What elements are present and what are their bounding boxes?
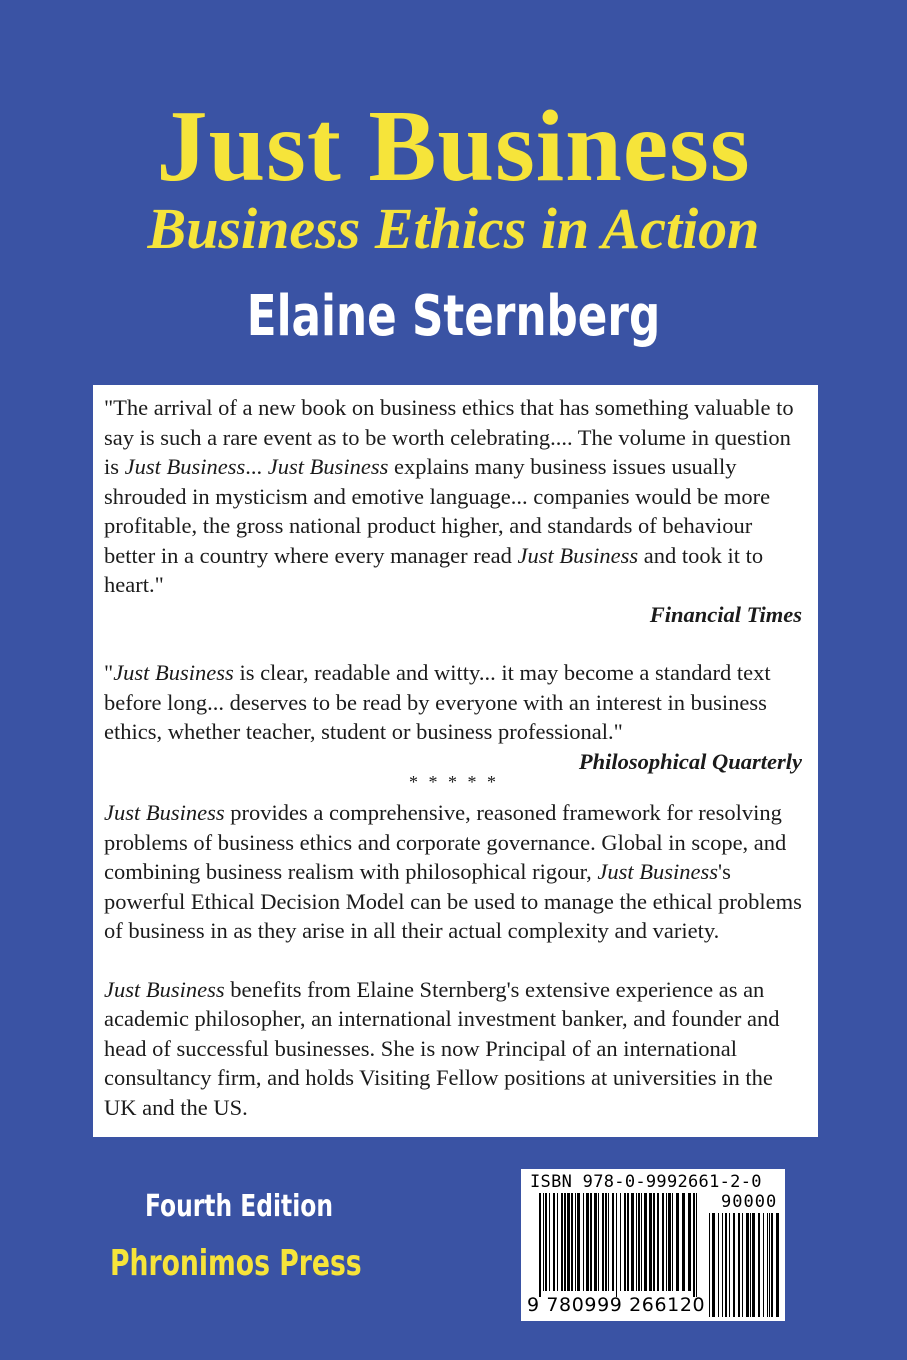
barcode-bar: [627, 1193, 629, 1291]
barcode-bar: [722, 1213, 723, 1317]
barcode-bar: [594, 1193, 597, 1291]
barcode-bar: [738, 1213, 740, 1317]
barcode-bar: [776, 1213, 779, 1317]
barcode-bar: [725, 1213, 727, 1317]
barcode-bar: [641, 1193, 642, 1291]
ean-number: 9 780999 266120: [527, 1294, 706, 1316]
barcode-bar: [752, 1213, 755, 1317]
barcode-bar: [729, 1213, 730, 1317]
barcode-bar: [657, 1193, 659, 1291]
barcode-bar: [583, 1193, 584, 1291]
barcode-bar: [666, 1193, 667, 1291]
barcode-bar: [682, 1193, 685, 1291]
barcode-bar: [742, 1213, 743, 1317]
barcode-bar: [605, 1193, 607, 1291]
barcode-bar: [616, 1193, 617, 1297]
barcode-bar: [758, 1213, 760, 1317]
review-source: Philosophical Quarterly: [578, 748, 802, 774]
isbn-label: ISBN 978-0-9992661-2-0: [530, 1172, 762, 1192]
review-quote: "Just Business is clear, readable and witty... it may become a standard text before long... deserves to be read by everyone with an interest in business ethics, whether teacher, student or business professional.": [104, 660, 771, 744]
barcode-bar: [561, 1193, 563, 1291]
barcode-bar: [696, 1193, 697, 1297]
barcode-bar: [712, 1213, 715, 1317]
barcode-bar: [586, 1193, 589, 1291]
barcode-bar: [771, 1213, 773, 1317]
barcode-bar: [636, 1193, 637, 1291]
barcode-bar: [676, 1193, 679, 1291]
barcode-bar: [590, 1193, 592, 1291]
blurb-panel: [93, 385, 818, 1137]
price-addon: 90000: [721, 1192, 778, 1212]
barcode-bar: [577, 1193, 580, 1291]
barcode-bar: [750, 1213, 751, 1317]
barcode-bar: [571, 1193, 573, 1291]
barcode-bar: [608, 1193, 609, 1291]
barcode-bar: [575, 1193, 576, 1291]
barcode-bar: [624, 1193, 626, 1291]
description-paragraph: Just Business benefits from Elaine Sternberg's extensive experience as an academic philosopher, an international investment banker, and founder and head of successful businesses. She is now Principal of an international consultancy firm, and holds Visiting Fellow positions at universities in the UK and the US.: [104, 976, 780, 1120]
barcode-bar: [543, 1193, 544, 1291]
barcode-bar: [672, 1193, 673, 1291]
barcode-bar: [769, 1213, 770, 1317]
publisher-name: Phronimos Press: [110, 1243, 362, 1284]
separator: * * * * *: [409, 772, 499, 792]
review-quote: "The arrival of a new book on business ethics that has something valuable to say is such a rare event as to be worth celebrating.... The volume in question is Just Business... Just Business explains many business issues usually shrouded in mysticism and emotive language... companies would be more profitable, the gross national product higher, and standards of behaviour better in a country where every manager read Just Business and took it to heart.": [104, 395, 794, 597]
barcode-bar: [746, 1213, 749, 1317]
description-paragraph: Just Business provides a comprehensive, reasoned framework for resolving problems of business ethics and corporate governance. Global in scope, and combining business realism with philosophical rigour, Just Business's powerful Ethical Decision Model can be used to manage the ethical problems of business in as they arise in all their actual complexity and variety.: [104, 800, 802, 943]
author-name: Elaine Sternberg: [246, 284, 661, 349]
barcode-bar: [644, 1193, 647, 1291]
barcode-bar: [557, 1193, 558, 1291]
barcode-bar: [763, 1213, 764, 1317]
barcode-bar: [662, 1193, 664, 1291]
edition-label: Fourth Edition: [145, 1189, 334, 1224]
barcode-bar: [688, 1193, 691, 1291]
barcode-bar: [631, 1193, 634, 1291]
barcode-bar: [653, 1193, 655, 1291]
book-subtitle: Business Ethics in Action: [147, 196, 760, 261]
barcode-bar: [612, 1193, 614, 1291]
barcode-bar: [709, 1213, 710, 1317]
barcode-bar: [733, 1213, 735, 1317]
barcode-bar: [767, 1213, 768, 1317]
isbn-barcode: [521, 1169, 785, 1321]
barcode-bar: [718, 1213, 719, 1317]
blurb-content: [104, 393, 804, 1122]
barcode-bar: [598, 1193, 599, 1291]
barcode-bar: [539, 1193, 541, 1297]
book-title: Just Business: [156, 90, 751, 203]
review-source: Financial Times: [649, 601, 802, 627]
barcode-bar: [693, 1193, 695, 1297]
barcode-bar: [564, 1193, 566, 1291]
barcode-bar: [549, 1193, 550, 1291]
barcode-bar: [545, 1193, 547, 1291]
barcode-bar: [567, 1193, 570, 1291]
barcode-bar: [553, 1193, 555, 1291]
barcode-bar: [620, 1193, 621, 1291]
barcode-bar: [649, 1193, 652, 1291]
barcode-bar: [668, 1193, 671, 1291]
barcode-bar: [638, 1193, 640, 1291]
barcode-bar: [602, 1193, 604, 1291]
